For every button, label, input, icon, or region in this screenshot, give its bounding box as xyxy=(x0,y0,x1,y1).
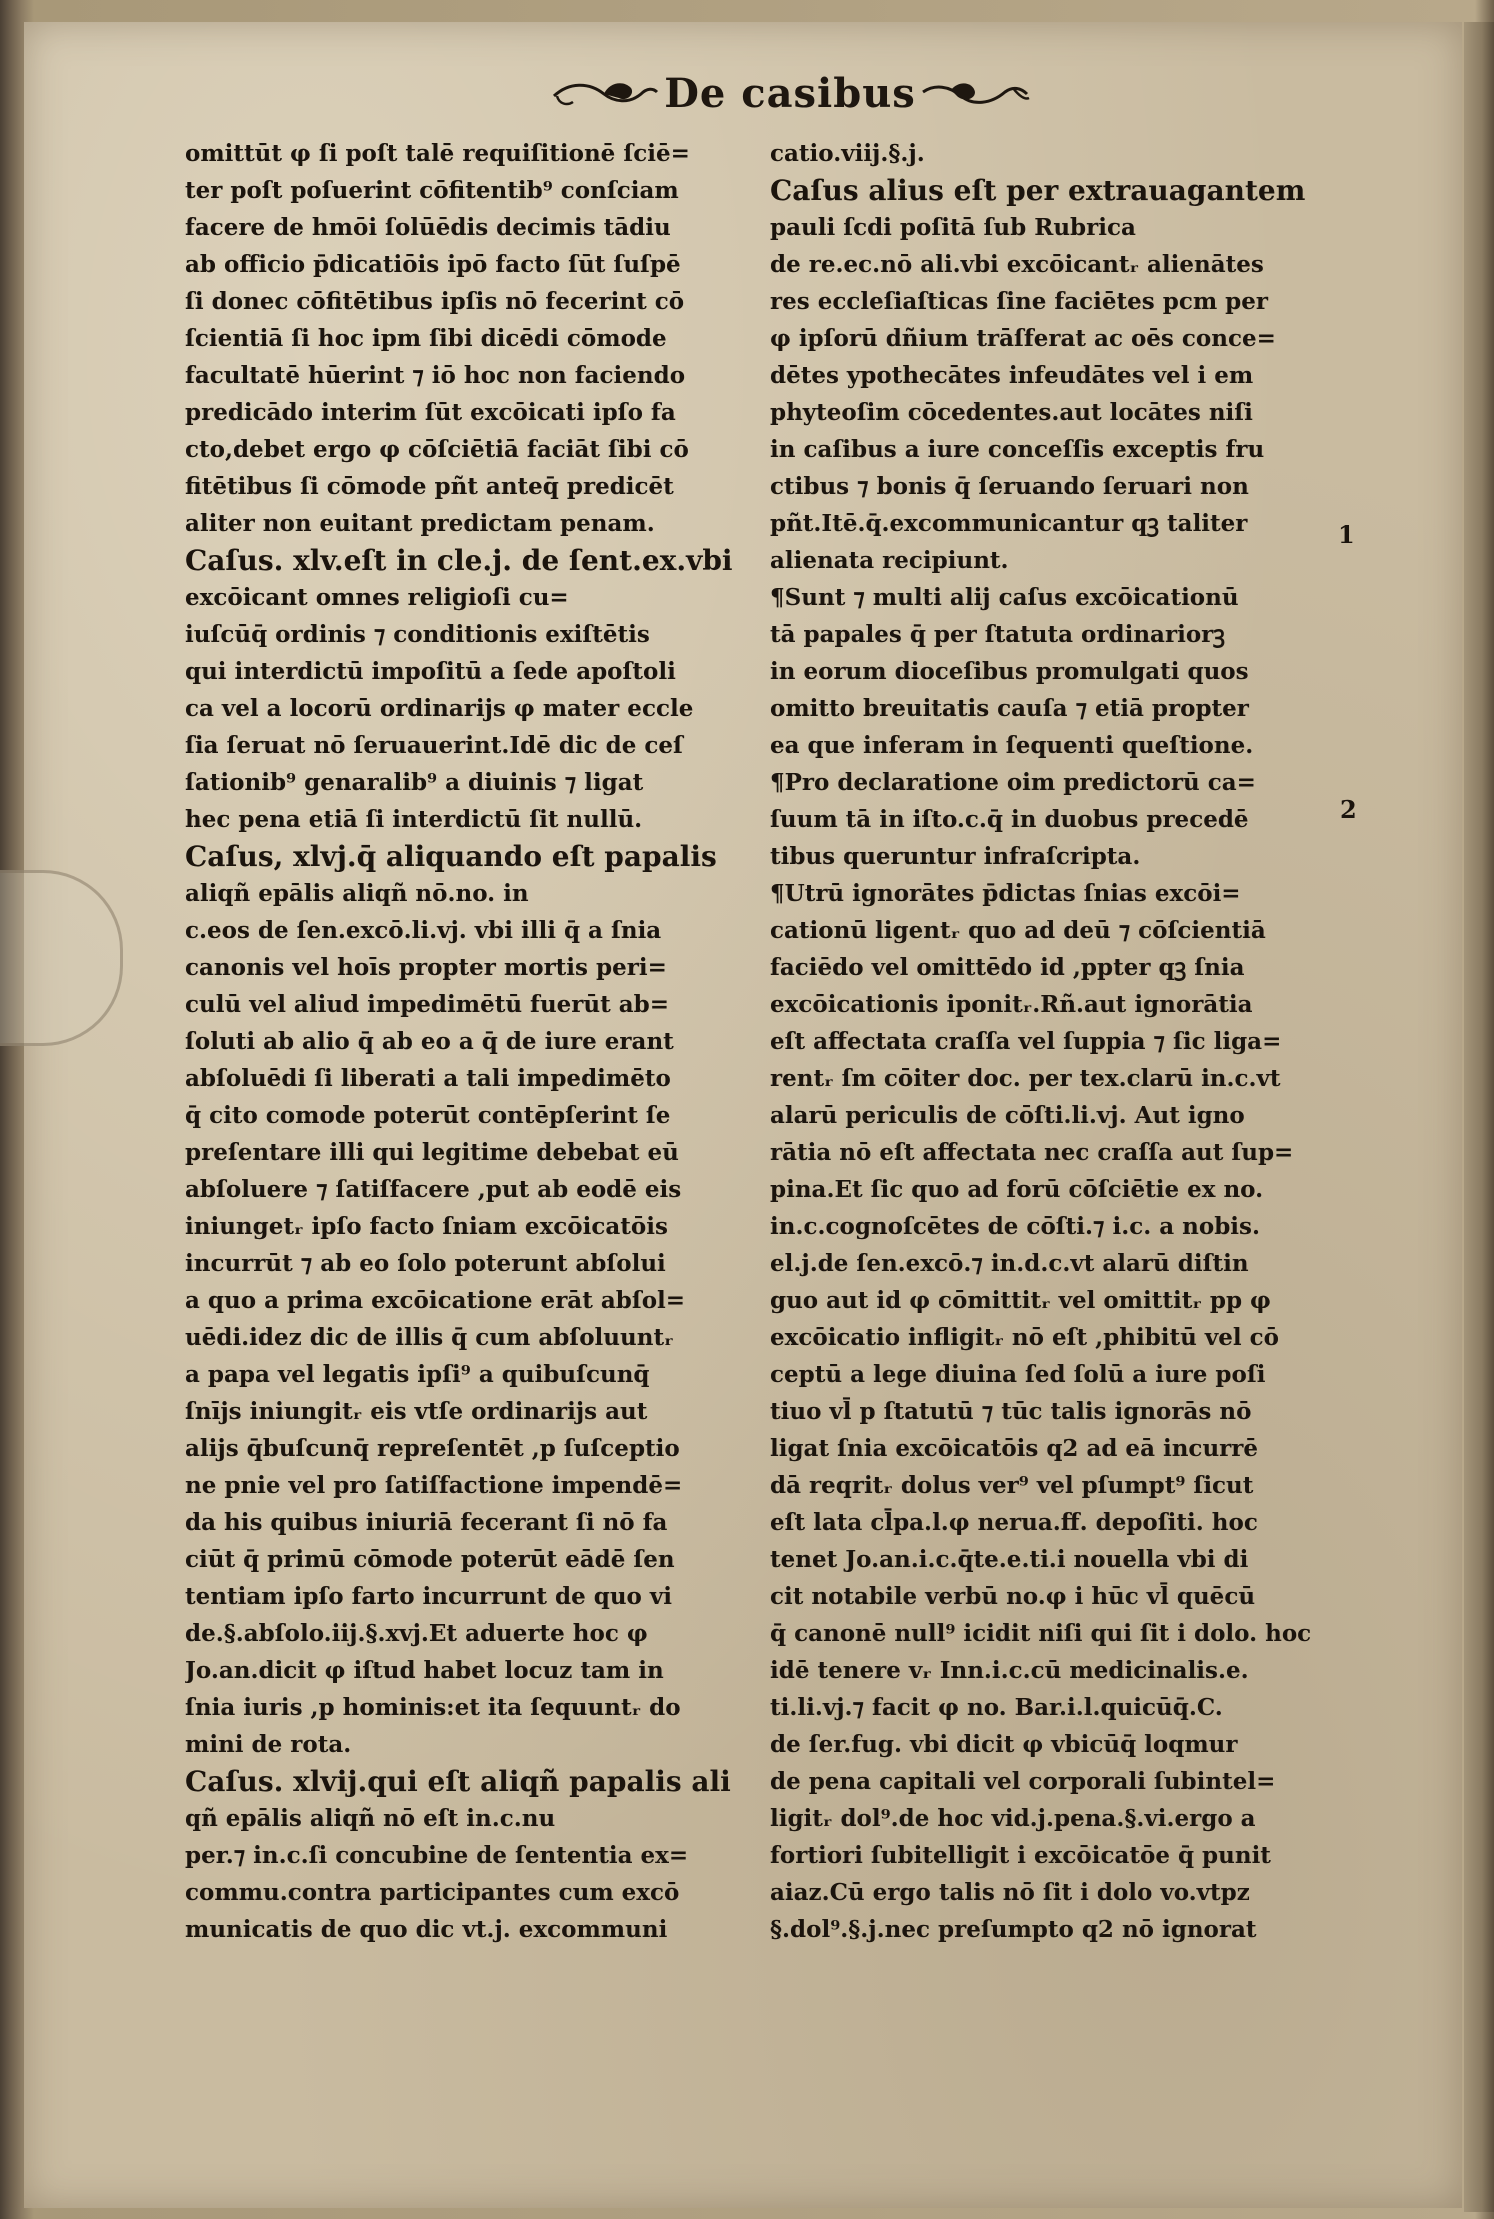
text-line: omittūt φ ſi poſt talē requiſitionē ſciē= xyxy=(185,140,690,167)
text-line: ciūt q̄ primū cōmode poterūt eādē ſen xyxy=(185,1546,675,1573)
text-line: rentᵣ ſm cōiter doc. per tex.clarū in.c.vt xyxy=(770,1065,1281,1092)
text-line: catio.viij.§.j. xyxy=(770,140,925,167)
ornament-left-icon xyxy=(549,74,659,114)
text-line: ter poſt poſuerint cōfitentib⁹ conſciam xyxy=(185,177,679,204)
text-line: dā reqritᵣ dolus ver⁹ vel pſumpt⁹ ſicut xyxy=(770,1472,1254,1499)
text-line: a papa vel legatis ipſi⁹ a quibuſcunq̄ xyxy=(185,1361,650,1388)
text-line: ctibus ⁊ bonis q̄ ſeruando ſeruari non xyxy=(770,473,1249,500)
text-line: idē tenere vᵣ Inn.i.c.cū medicinalis.e. xyxy=(770,1657,1249,1684)
text-line: cto,debet ergo φ cōſciētiā faciāt ſibi cō xyxy=(185,436,689,463)
text-line: omitto breuitatis cauſa ⁊ etiā propter xyxy=(770,695,1249,722)
text-line: ligitᵣ dol⁹.de hoc vid.j.pena.§.vi.ergo a xyxy=(770,1805,1256,1832)
text-line: excōicant omnes religioſi cu= xyxy=(185,584,569,611)
text-line: q̄ cito comode poterūt contēpſerint ſe xyxy=(185,1102,671,1129)
text-line: de.§.abſolo.iij.§.xvj.Et aduerte hoc φ xyxy=(185,1620,648,1647)
text-line: tā papales q̄ per ſtatuta ordinariorꝫ xyxy=(770,621,1226,648)
text-line: mini de rota. xyxy=(185,1731,352,1758)
text-line: per.⁊ in.c.ſi concubine de ſententia ex= xyxy=(185,1842,689,1869)
text-line: ti.li.vj.⁊ facit φ no. Bar.i.l.quicūq̄.C. xyxy=(770,1694,1223,1721)
text-line: ſnījs iniungitᵣ eis vtſe ordinarijs aut xyxy=(185,1398,648,1425)
text-line: φ ipſorū dñium trāſferat ac oēs conce= xyxy=(770,325,1276,352)
casus-heading: Caſus. xlv.eſt in cle.j. de ſent.ex.vbi xyxy=(185,544,733,577)
text-line: alijs q̄buſcunq̄ repreſentēt ,p ſuſceptio xyxy=(185,1435,680,1462)
right-column xyxy=(770,135,1325,1948)
left-column xyxy=(185,135,750,1948)
ornament-right-icon xyxy=(921,74,1031,114)
text-line: eſt affectata craſſa vel ſuppia ⁊ ſic liga= xyxy=(770,1028,1282,1055)
text-line: facultatē hūerint ⁊ iō hoc non faciendo xyxy=(185,362,686,389)
text-line: ne pnie vel pro ſatiſfactione impendē= xyxy=(185,1472,683,1499)
text-line: iniungetᵣ ipſo facto ſniam excōicatōis xyxy=(185,1213,668,1240)
text-line: ab officio p̄dicatiōis ipō facto ſūt ſuſpē xyxy=(185,251,681,278)
text-line: fortiori ſubitelligit i excōicatōe q̄ punit xyxy=(770,1842,1271,1869)
text-line: aliter non euitant predictam penam. xyxy=(185,510,655,537)
text-line: aiaz.Cū ergo talis nō ſit i dolo vo.vtpz xyxy=(770,1879,1250,1906)
page-edge-stack xyxy=(1464,22,1494,2212)
text-line: preſentare illi qui legitime debebat eū xyxy=(185,1139,679,1166)
text-line: eſt lata cl̄pa.l.φ nerua.ff. depoſiti. hoc xyxy=(770,1509,1258,1536)
text-line: hec pena etiā ſi interdictū ſit nullū. xyxy=(185,806,643,833)
text-line: ¶Sunt ⁊ multi alij caſus excōicationū xyxy=(770,584,1239,611)
text-line: tiuo vl̄ p ſtatutū ⁊ tūc talis ignorās nō xyxy=(770,1398,1252,1425)
text-line: ceptū a lege diuina ſed ſolū a iure poſi xyxy=(770,1361,1266,1388)
text-line: §.dol⁹.§.j.nec preſumpto q2 nō ignorat xyxy=(770,1916,1257,1943)
text-line: faciēdo vel omittēdo id ,ppter qꝫ ſnia xyxy=(770,954,1245,981)
text-line: excōicatio infligitᵣ nō eſt ,phibitū vel cō xyxy=(770,1324,1279,1351)
text-line: pauli ſcdi poſitā ſub Rubrica xyxy=(770,214,1136,241)
text-line: municatis de quo dic vt.j. excommuni xyxy=(185,1916,668,1943)
text-line: ¶Utrū ignorātes p̄dictas ſnias excōi= xyxy=(770,880,1241,907)
text-line: ſi donec cōfitētibus ipſis nō fecerint cō xyxy=(185,288,685,315)
text-line: alienata recipiunt. xyxy=(770,547,1009,574)
text-line: ea que inferam in ſequenti queſtione. xyxy=(770,732,1254,759)
text-line: rātia nō eſt affectata nec craſſa aut ſup= xyxy=(770,1139,1294,1166)
text-line: Jo.an.dicit φ iſtud habet locuz tam in xyxy=(185,1657,664,1684)
text-line: tibus queruntur infraſcripta. xyxy=(770,843,1141,870)
text-line: abſoluere ⁊ ſatiſfacere ,put ab eodē eis xyxy=(185,1176,682,1203)
text-line: in eorum dioceſibus promulgati quos xyxy=(770,658,1249,685)
margin-mark-2: 2 xyxy=(1340,795,1357,824)
casus-heading: Caſus alius eſt per extrauagantem xyxy=(770,174,1306,207)
text-line: de pena capitali vel corporali ſubintel= xyxy=(770,1768,1276,1795)
text-line: ſnia iuris ,p hominis:et ita ſequuntᵣ do xyxy=(185,1694,681,1721)
text-line: ſationib⁹ genaralib⁹ a diuinis ⁊ ligat xyxy=(185,769,644,796)
text-line: predicādo interim ſūt excōicati ipſo fa xyxy=(185,399,676,426)
text-line: culū vel aliud impedimētū fuerūt ab= xyxy=(185,991,670,1018)
text-line: da his quibus iniuriā fecerant ſi nō fa xyxy=(185,1509,668,1536)
text-line: aliqñ epālis aliqñ nō.no. in xyxy=(185,880,529,907)
text-line: q̄ canonē null⁹ icidit niſi qui ſit i dolo. hoc xyxy=(770,1620,1312,1647)
text-line: excōicationis iponitᵣ.Rñ.aut ignorātia xyxy=(770,991,1253,1018)
text-line: de ſer.fug. vbi dicit φ vbicūq̄ loqmur xyxy=(770,1731,1238,1758)
text-line: fitētibus ſi cōmode pñt anteq̄ predicēt xyxy=(185,473,674,500)
text-line: iuſcūq̄ ordinis ⁊ conditionis exiſtētis xyxy=(185,621,650,648)
text-line: in.c.cognoſcētes de cōſti.⁊ i.c. a nobis. xyxy=(770,1213,1260,1240)
text-line: cationū ligentᵣ quo ad deū ⁊ cōſcientiā xyxy=(770,917,1266,944)
text-line: commu.contra participantes cum excō xyxy=(185,1879,680,1906)
text-line: a quo a prima excōicatione erāt abſol= xyxy=(185,1287,686,1314)
text-line: phyteoſim cōcedentes.aut locātes niſi xyxy=(770,399,1253,426)
casus-heading: Caſus. xlvij.qui eſt aliqñ papalis ali xyxy=(185,1765,731,1798)
text-line: ligat ſnia excōicatōis q2 ad eā incurrē xyxy=(770,1435,1259,1462)
text-line: guo aut id φ cōmittitᵣ vel omittitᵣ pp φ xyxy=(770,1287,1271,1314)
text-line: pina.Et ſic quo ad forū cōſciētie ex no. xyxy=(770,1176,1264,1203)
text-line: abſoluēdi ſi liberati a tali impedimēto xyxy=(185,1065,671,1092)
text-line: alarū periculis de cōſti.li.vj. Aut igno xyxy=(770,1102,1245,1129)
text-line: qui interdictū impoſitū a ſede apoſtoli xyxy=(185,658,676,685)
text-line: incurrūt ⁊ ab eo ſolo poterunt abſolui xyxy=(185,1250,666,1277)
text-line: dētes ypothecātes infeudātes vel i em xyxy=(770,362,1254,389)
text-line: ſcientiā ſi hoc ipm ſibi dicēdi cōmode xyxy=(185,325,667,352)
text-line: pñt.Itē.q̄.excommunicantur qꝫ taliter xyxy=(770,510,1248,537)
text-line: res eccleſiaſticas ſine faciētes pcm per xyxy=(770,288,1269,315)
text-line: ca vel a locorū ordinarijs φ mater eccle xyxy=(185,695,694,722)
text-line: el.j.de ſen.excō.⁊ in.d.c.vt alarū diſtin xyxy=(770,1250,1249,1277)
text-line: ſia ſeruat nō ſeruauerint.Idē dic de ceſ xyxy=(185,732,683,759)
casus-heading: Caſus, xlvj.q̄ aliquando eſt papalis xyxy=(185,840,717,873)
text-line: uēdi.idez dic de illis q̄ cum abſoluuntᵣ xyxy=(185,1324,674,1351)
margin-mark-1: 1 xyxy=(1338,520,1355,549)
text-line: c.eos de ſen.excō.li.vj. vbi illi q̄ a ſnia xyxy=(185,917,662,944)
header-title: De casibus xyxy=(664,70,916,117)
text-line: ſoluti ab alio q̄ ab eo a q̄ de iure erant xyxy=(185,1028,674,1055)
text-line: cit notabile verbū no.φ i hūc vl̄ quēcū xyxy=(770,1583,1256,1610)
text-line: canonis vel hoīs propter mortis peri= xyxy=(185,954,667,981)
text-line: facere de hmōi ſolūēdis decimis tādiu xyxy=(185,214,671,241)
text-line: tentiam ipſo farto incurrunt de quo vi xyxy=(185,1583,673,1610)
text-line: de re.ec.nō ali.vbi excōicantᵣ alienātes xyxy=(770,251,1264,278)
text-line: tenet Jo.an.i.c.q̄te.e.ti.i nouella vbi di xyxy=(770,1546,1249,1573)
running-header xyxy=(540,70,1040,130)
text-line: in caſibus a iure conceſſis exceptis fru xyxy=(770,436,1265,463)
text-line: qñ epālis aliqñ nō eſt in.c.nu xyxy=(185,1805,556,1832)
text-line: ¶Pro declaratione oim predictorū ca= xyxy=(770,769,1256,796)
text-line: ſuum tā in iſto.c.q̄ in duobus precedē xyxy=(770,806,1249,833)
